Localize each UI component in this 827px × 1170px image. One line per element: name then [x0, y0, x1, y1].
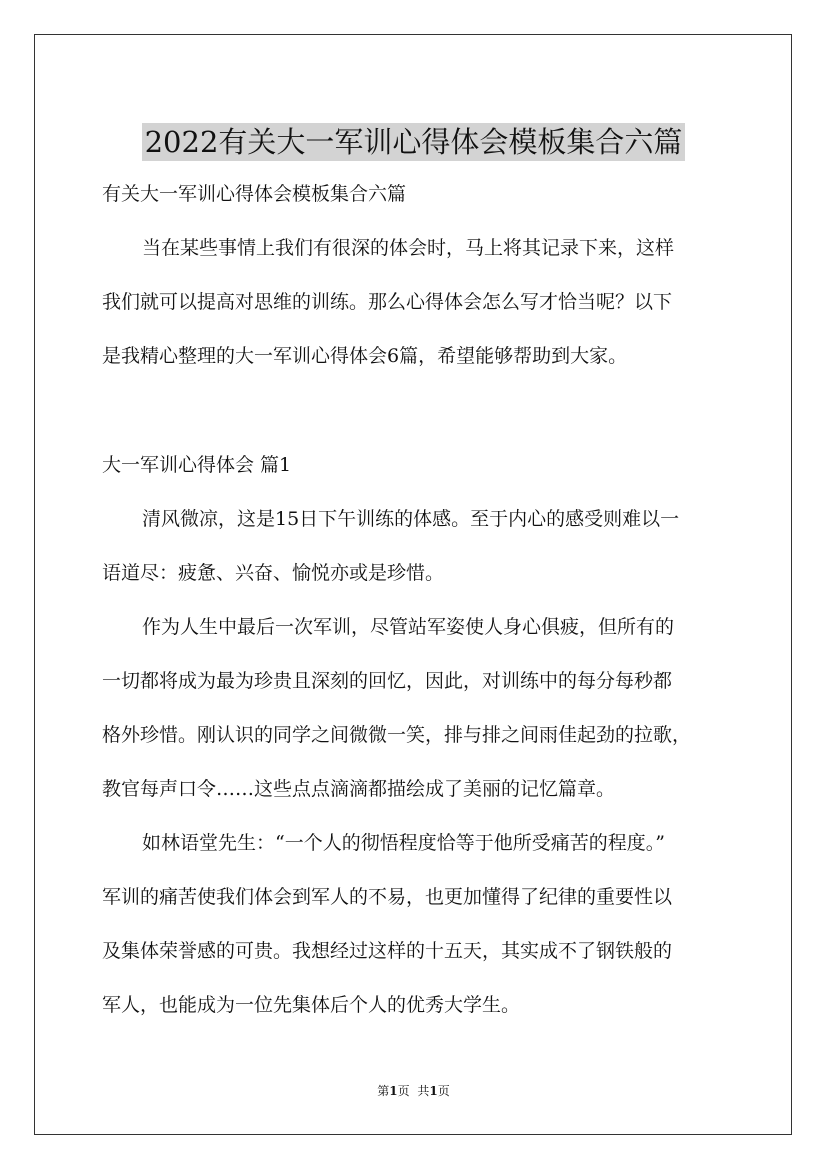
body-line: 格外珍惜。刚认识的同学之间微微一笑，排与排之间雨佳起劲的拉歌， — [102, 724, 692, 746]
title-container — [0, 104, 827, 181]
footer-total-pages: 1 — [429, 1084, 438, 1098]
footer-total-prefix: 共 — [417, 1084, 430, 1098]
body-line: 一切都将成为最为珍贵且深刻的回忆，因此，对训练中的每分每秒都 — [102, 670, 673, 692]
footer-page-number: 1 — [389, 1084, 398, 1098]
footer-page-suffix: 页 — [397, 1084, 410, 1098]
page-footer — [0, 1083, 827, 1099]
body-line: 语道尽：疲惫、兴奋、愉悦亦或是珍惜。 — [102, 562, 445, 584]
body-line: 军人，也能成为一位先集体后个人的优秀大学生。 — [102, 994, 521, 1016]
section-heading: 大一军训心得体会 篇1 — [102, 454, 292, 476]
body-line: 如林语堂先生：“一个人的彻悟程度恰等于他所受痛苦的程度。” — [142, 832, 665, 854]
document-subtitle: 有关大一军训心得体会模板集合六篇 — [102, 183, 407, 205]
body-line: 作为人生中最后一次军训，尽管站军姿使人身心俱疲，但所有的 — [142, 616, 675, 638]
footer-page-prefix: 第 — [377, 1084, 390, 1098]
document-title: 2022有关大一军训心得体会模板集合六篇 — [142, 123, 686, 161]
body-line: 教官每声口令……这些点点滴滴都描绘成了美丽的记忆篇章。 — [102, 778, 616, 800]
intro-line: 当在某些事情上我们有很深的体会时，马上将其记录下来，这样 — [142, 237, 675, 259]
body-line: 军训的痛苦使我们体会到军人的不易，也更加懂得了纪律的重要性以 — [102, 886, 673, 908]
intro-line: 是我精心整理的大一军训心得体会6篇，希望能够帮助到大家。 — [102, 345, 628, 367]
body-line: 及集体荣誉感的可贵。我想经过这样的十五天，其实成不了钢铁般的 — [102, 940, 673, 962]
footer-total-suffix: 页 — [437, 1084, 450, 1098]
intro-line: 我们就可以提高对思维的训练。那么心得体会怎么写才恰当呢？以下 — [102, 291, 673, 313]
body-line: 清风微凉，这是15日下午训练的体感。至于内心的感受则难以一 — [142, 508, 680, 530]
